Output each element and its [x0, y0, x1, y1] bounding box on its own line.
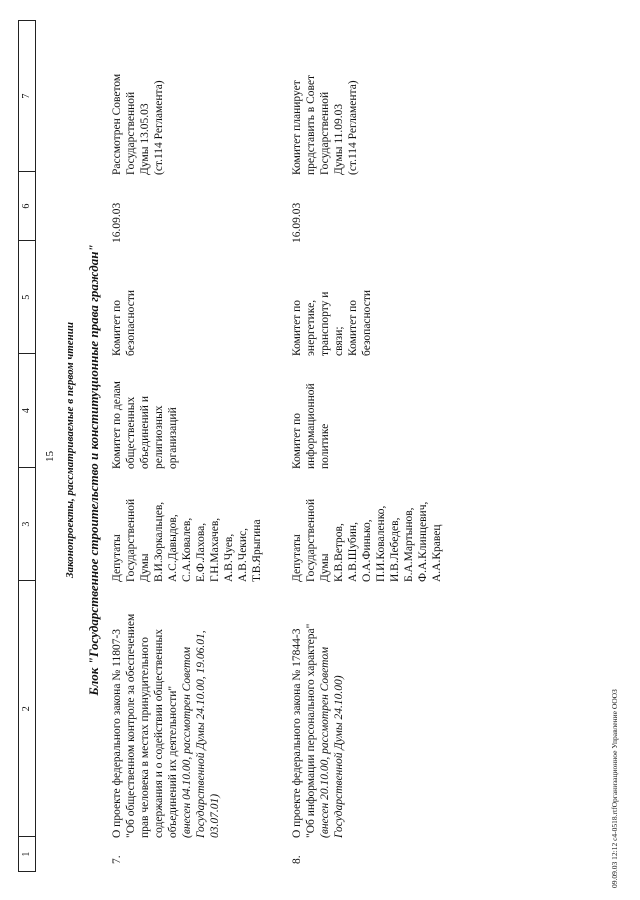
text-line: религиозных — [153, 405, 165, 469]
text-line: Ф.А.Клинцевич, — [417, 501, 429, 582]
section-subtitle: Законопроекты, рассматриваемые в первом чтении — [64, 322, 76, 578]
text-line: А.В.Чекис, — [237, 527, 249, 582]
text-line: О проекте федерального закона № 17844-3 — [291, 628, 303, 838]
text-line: "Об информации персонального характера" — [305, 623, 317, 838]
text-line: Думы — [139, 553, 151, 582]
text-line: О проекте федерального закона № 11807-3 — [111, 628, 123, 838]
text-line: Комитет по делам — [111, 381, 123, 469]
table-row — [110, 22, 264, 872]
responsible-committee-cell — [290, 356, 444, 469]
text-line: (внесен 04.10.00, рассмотрен Советом — [181, 646, 193, 838]
text-line: (ст.114 Регламента) — [347, 80, 359, 175]
text-line: Г.Н.Махачев, — [209, 517, 221, 582]
text-line: безопасности — [125, 289, 137, 356]
text-line: Депутаты — [291, 534, 303, 582]
date-cell: 16.09.03 — [111, 202, 123, 243]
text-line: Комитет по — [291, 300, 303, 356]
text-line: Т.В.Ярыгина — [251, 519, 263, 582]
text-line: Государственной — [305, 498, 317, 582]
text-line: политике — [319, 423, 331, 469]
col-num-3: 3 — [19, 467, 35, 580]
text-line: представить в Совет — [305, 74, 317, 175]
text-line: А.С.Давыдов, — [167, 514, 179, 582]
text-line: Комитет по — [347, 300, 359, 356]
col-num-6: 6 — [19, 171, 35, 240]
authors-cell — [290, 469, 444, 582]
column-number-header — [18, 20, 36, 872]
text-line: содержания и о содействии общественных — [153, 628, 165, 838]
text-line: Думы — [319, 553, 331, 582]
block-title: Блок "Государственное строительство и конституционные права граждан" — [86, 244, 101, 696]
col-num-2: 2 — [19, 580, 35, 836]
text-line: организаций — [167, 407, 179, 469]
col-num-5: 5 — [19, 240, 35, 353]
text-line: Рассмотрен Советом — [111, 73, 123, 175]
co-committee-cell — [110, 243, 264, 356]
status-cell — [290, 50, 444, 175]
authors-cell — [110, 469, 264, 582]
text-line: "Об общественном контроле за обеспечением — [125, 613, 137, 838]
page-number: 15 — [44, 451, 56, 462]
text-line: (ст.114 Регламента) — [153, 80, 165, 175]
table-row — [290, 22, 444, 872]
text-line: Государственной — [125, 498, 137, 582]
text-line: прав человека в местах принудительного — [139, 637, 151, 838]
text-line: Думы 13.05.03 — [139, 103, 151, 175]
co-committee-cell — [290, 243, 444, 356]
text-line: транспорту и — [319, 291, 331, 356]
col-num-1: 1 — [19, 836, 35, 871]
text-line: Б.А.Мартынов, — [403, 507, 415, 582]
text-line: Государственной — [319, 91, 331, 175]
text-line: 03.07.01) — [209, 793, 221, 838]
row-number: 8. — [291, 855, 303, 864]
text-line: информационной — [305, 383, 317, 469]
text-line: И.В.Лебедев, — [389, 517, 401, 582]
text-line: П.И.Коваленко, — [375, 505, 387, 582]
text-line: Думы 11.09.03 — [333, 103, 345, 175]
bill-title-cell — [110, 582, 264, 838]
col-num-7: 7 — [21, 93, 32, 99]
responsible-committee-cell — [110, 356, 264, 469]
bill-title-cell — [290, 582, 444, 838]
text-line: К.В.Ветров, — [333, 523, 345, 582]
text-line: связи; — [333, 326, 345, 356]
text-line: безопасности — [361, 289, 373, 356]
text-line: С.А.Ковалев, — [181, 517, 193, 582]
text-line: (внесен 20.10.00, рассмотрен Советом — [319, 646, 331, 838]
row-number: 7. — [111, 855, 123, 864]
text-line: объединений их деятельности" — [167, 685, 179, 838]
status-cell — [110, 50, 264, 175]
text-line: А.В.Шубин, — [347, 522, 359, 582]
text-line: Комитет по — [111, 300, 123, 356]
text-line: Комитет планирует — [291, 80, 303, 175]
text-line: Государственной Думы 24.10.00, 19.06.01, — [195, 630, 207, 838]
text-line: А.А.Кравец — [431, 524, 443, 582]
text-line: Государственной — [125, 91, 137, 175]
text-line: Государственной Думы 24.10.00) — [333, 675, 345, 838]
text-line: общественных — [125, 396, 137, 469]
footer-file-info: 09.09.03 12:12 c4-0518.rtfОрганизационное Управление ОООЗ — [610, 689, 619, 888]
text-line: А.В.Чуев, — [223, 533, 235, 582]
text-line: Е.Ф.Лахова, — [195, 522, 207, 582]
text-line: О.А.Финько, — [361, 519, 373, 582]
text-line: Комитет по — [291, 413, 303, 469]
text-line: объединений и — [139, 396, 151, 469]
date-cell: 16.09.03 — [291, 202, 303, 243]
text-line: энергетике, — [305, 299, 317, 356]
col-num-4: 4 — [19, 353, 35, 466]
text-line: Депутаты — [111, 534, 123, 582]
text-line: В.И.Зоркальцев, — [153, 501, 165, 582]
